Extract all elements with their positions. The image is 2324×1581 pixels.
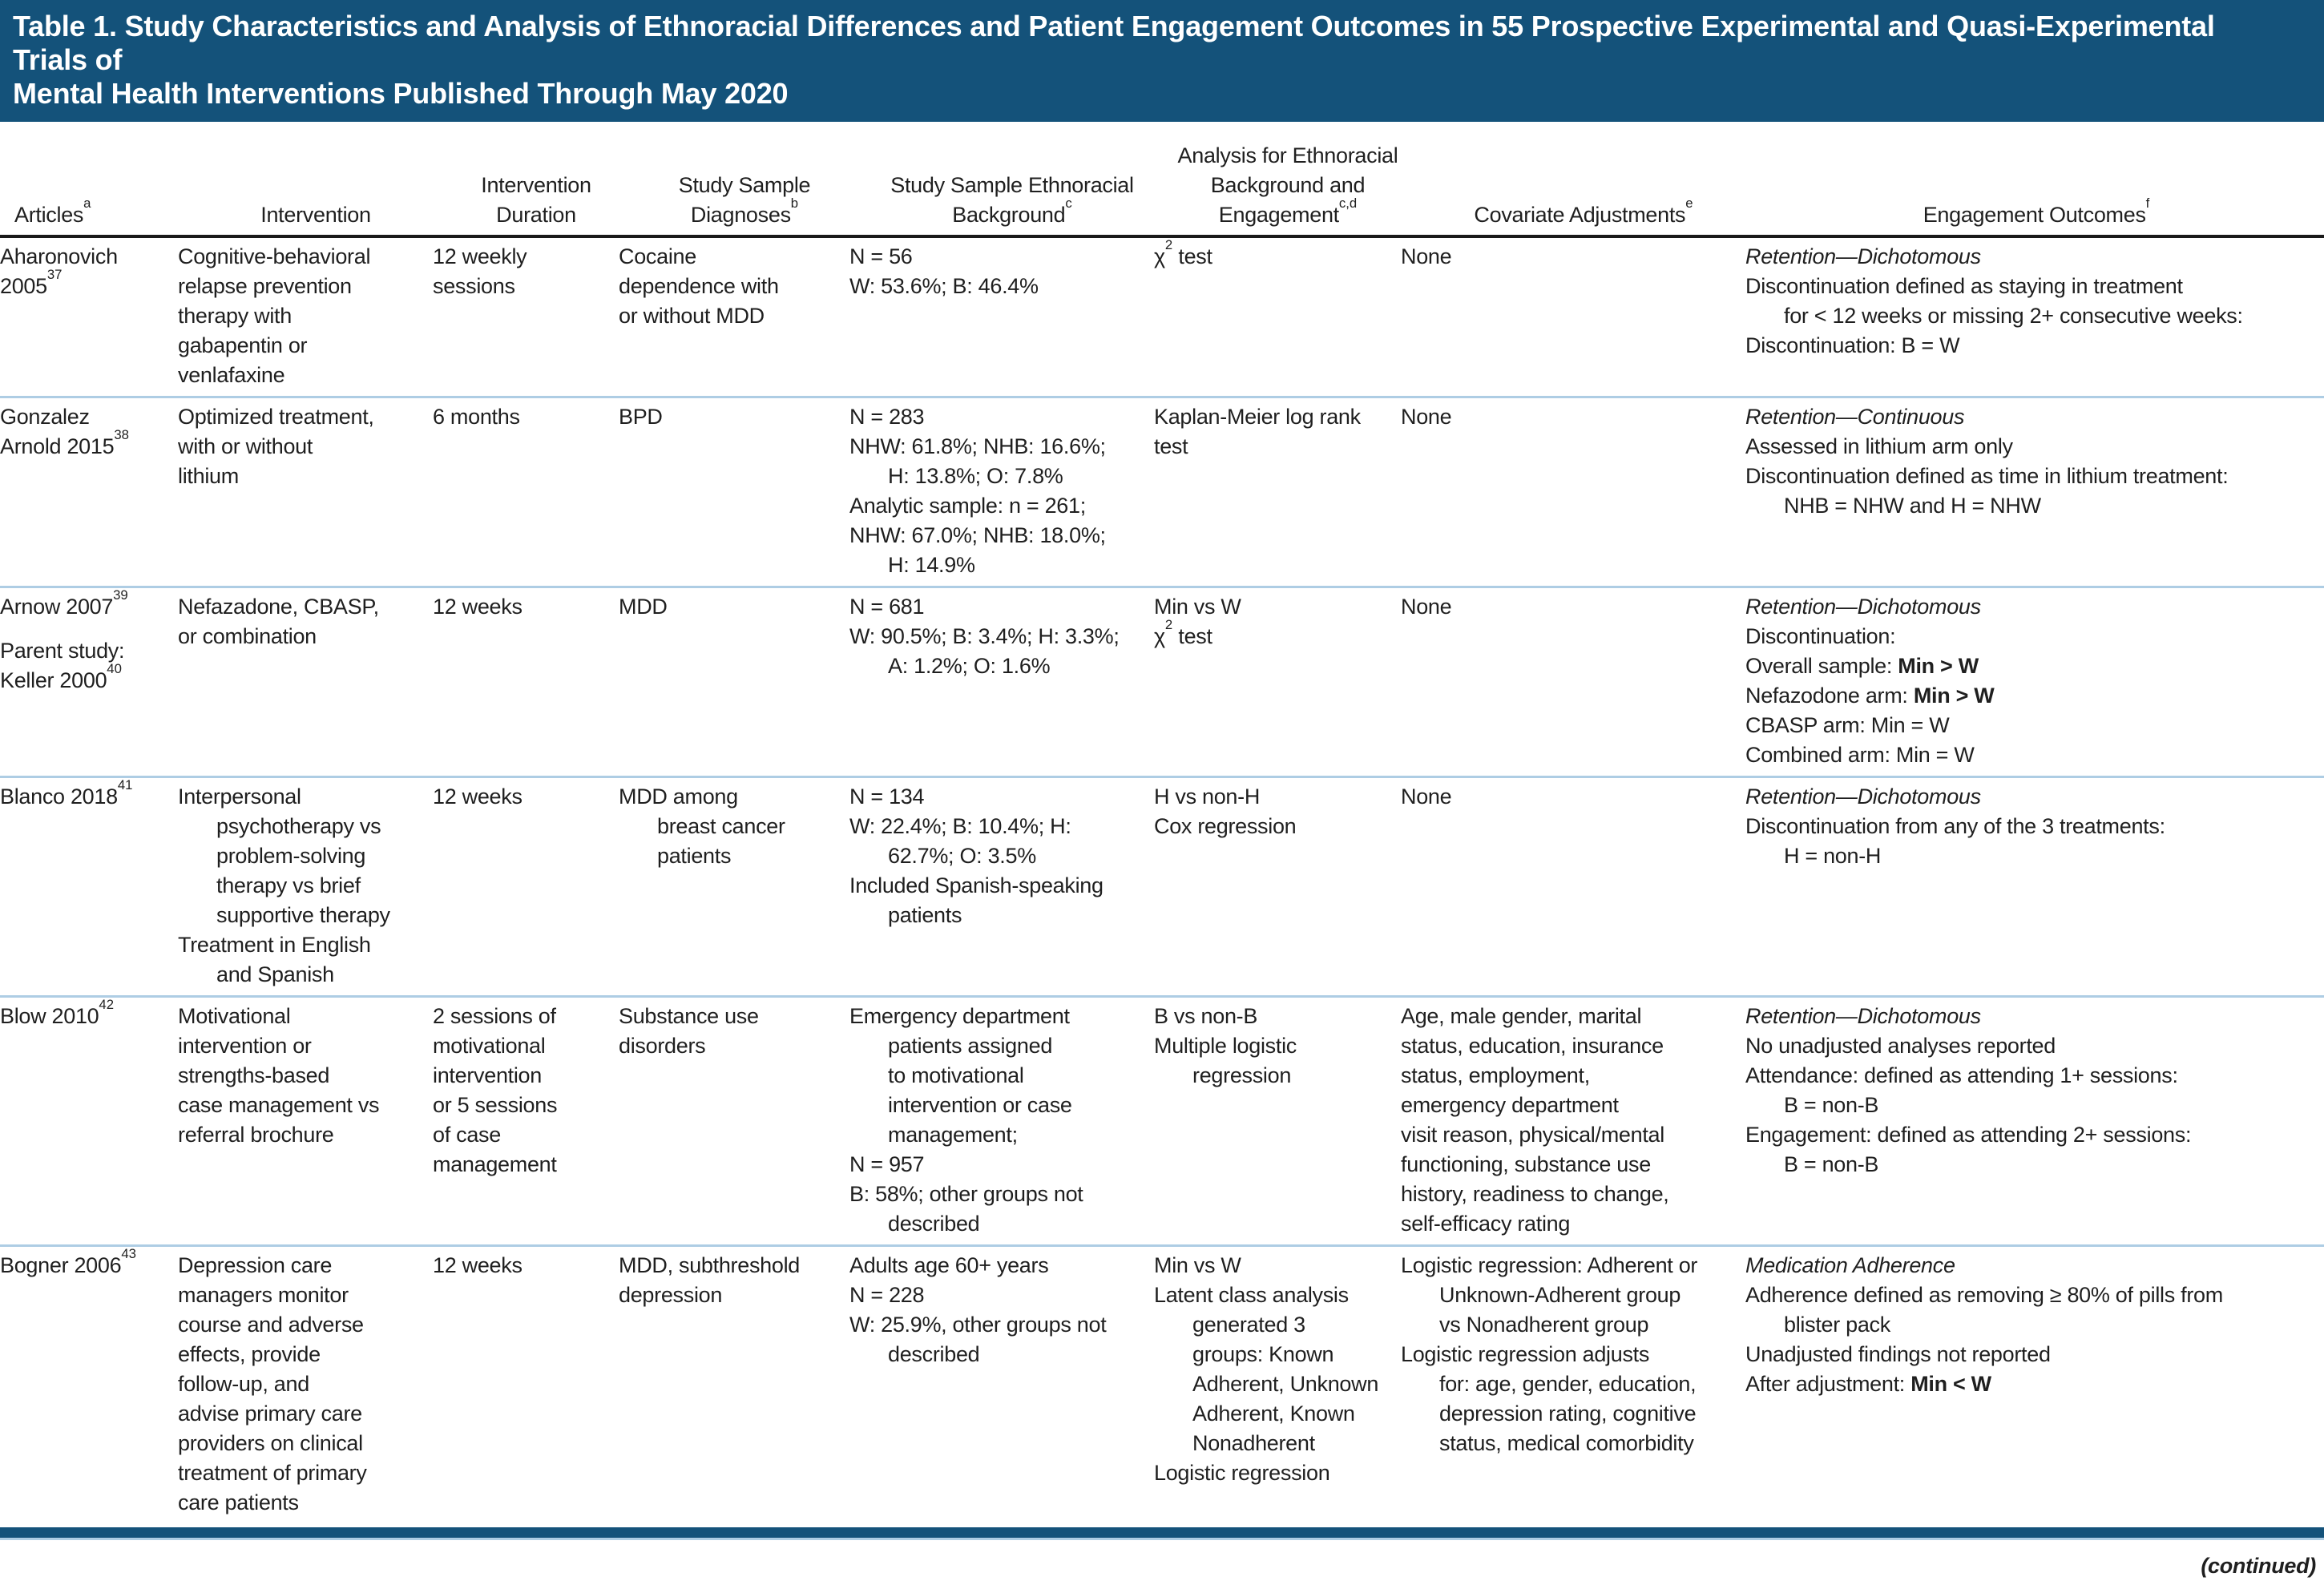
cell-covariate-adjustments [1401, 1002, 1745, 1239]
table-row-gonzalez-arnold-2015 [0, 396, 2324, 586]
cell-line: visit reason, physical/mental [1401, 1123, 1664, 1147]
cell-study-sample-diagnoses [619, 242, 849, 390]
cell-line: N = 134 [849, 784, 925, 809]
cell-line: Discontinuation defined as staying in treatment [1745, 274, 2183, 298]
column-header-analysis-ethnoracial-background-engagement [1168, 141, 1415, 235]
cell-covariate-adjustments [1401, 1251, 1745, 1518]
cell-line: 12 weeks [433, 595, 522, 619]
cell-line: history, readiness to change, [1401, 1182, 1669, 1206]
cell-line: venlafaxine [178, 363, 285, 387]
cell-line: Parent study: [0, 639, 125, 663]
cell-covariate-adjustments [1401, 592, 1745, 770]
cell-line: Arnold 2015$^{38}$ [0, 426, 129, 458]
cell-engagement-outcomes [1745, 1002, 2306, 1239]
cell-line: depression rating, cognitive [1439, 1402, 1697, 1426]
cell-line: Interpersonal [178, 784, 301, 809]
cell-line: relapse prevention [178, 274, 352, 298]
cell-line: Keller 2000$^{40}$ [0, 660, 122, 692]
cell-line: dependence with [619, 274, 779, 298]
cell-line: W: 25.9%, other groups not [849, 1313, 1107, 1337]
cell-engagement-outcomes [1745, 402, 2306, 580]
cell-line: Emergency department [849, 1004, 1070, 1028]
column-header-line: Background$^c$ [952, 195, 1072, 227]
cell-line: test [1154, 434, 1188, 458]
cell-line: Gonzalez [0, 405, 90, 429]
cell-line: Aharonovich [0, 244, 118, 268]
table-row-blanco-2018 [0, 776, 2324, 995]
cell-line: strengths-based [178, 1063, 330, 1087]
cell-analysis-ethnoracial-background-engagement [1154, 236, 1401, 390]
cell-line: case management vs [178, 1093, 380, 1117]
cell-intervention-duration [433, 402, 619, 580]
cell-line: therapy with [178, 304, 292, 328]
cell-line: 12 weekly [433, 244, 527, 268]
cell-line: Unknown-Adherent group [1439, 1283, 1681, 1307]
cell-line: Discontinuation: B = W [1745, 333, 1960, 357]
cell-line: 12 weeks [433, 1253, 522, 1277]
cell-line: Retention—Dichotomous [1745, 244, 1981, 268]
cell-line: Depression care [178, 1253, 333, 1277]
cell-line: patients [888, 903, 962, 927]
cell-study-sample-diagnoses [619, 782, 849, 990]
cell-line: N = 56 [849, 244, 913, 268]
table-row-arnow-2007 [0, 586, 2324, 776]
cell-line: status, education, insurance [1401, 1034, 1664, 1058]
cell-line: lithium [178, 464, 239, 488]
cell-study-sample-ethnoracial-background [849, 592, 1154, 770]
cell-covariate-adjustments [1401, 402, 1745, 580]
cell-line: treatment of primary [178, 1461, 367, 1485]
cell-line: H: 13.8%; O: 7.8% [888, 464, 1063, 488]
cell-line: B = non-B [1784, 1093, 1879, 1117]
column-header-covariate-adjustments [1415, 195, 1760, 235]
cell-study-sample-ethnoracial-background [849, 402, 1154, 580]
cell-line: sessions [433, 274, 515, 298]
cell-line: intervention or case [888, 1093, 1072, 1117]
cell-line: depression [619, 1283, 723, 1307]
cell-study-sample-ethnoracial-background [849, 1251, 1154, 1518]
cell-line: After adjustment: Min < W [1745, 1372, 1991, 1396]
cell-intervention [178, 242, 433, 390]
cell-line: B: 58%; other groups not [849, 1182, 1083, 1206]
cell-line: patients assigned [888, 1034, 1053, 1058]
cell-intervention-duration [433, 592, 619, 770]
cell-line: Nefazadone, CBASP, [178, 595, 379, 619]
table-row-bogner-2006 [0, 1244, 2324, 1523]
cell-line: to motivational [888, 1063, 1024, 1087]
cell-analysis-ethnoracial-background-engagement [1154, 592, 1401, 770]
cell-line: Blow 2010$^{42}$ [0, 996, 115, 1028]
cell-line: advise primary care [178, 1402, 362, 1426]
cell-articles [0, 776, 178, 990]
cell-line: Logistic regression [1154, 1461, 1330, 1485]
cell-line: 2005$^{37}$ [0, 266, 63, 298]
cell-analysis-ethnoracial-background-engagement [1154, 402, 1401, 580]
cell-line: or combination [178, 624, 317, 648]
cell-engagement-outcomes [1745, 242, 2306, 390]
cell-line: No unadjusted analyses reported [1745, 1034, 2056, 1058]
column-header-line: Study Sample [678, 173, 811, 197]
column-header-study-sample-ethnoracial-background [864, 171, 1168, 235]
cell-line: Adherence defined as removing ≥ 80% of pills from [1745, 1283, 2223, 1307]
column-header-line: Background and [1210, 173, 1366, 197]
cell-line: Discontinuation from any of the 3 treatments: [1745, 814, 2165, 838]
cell-line: NHW: 61.8%; NHB: 16.6%; [849, 434, 1106, 458]
cell-intervention [178, 782, 433, 990]
cell-line: W: 90.5%; B: 3.4%; H: 3.3%; [849, 624, 1120, 648]
cell-analysis-ethnoracial-background-engagement [1154, 1002, 1401, 1239]
cell-study-sample-ethnoracial-background [849, 242, 1154, 390]
cell-line: Arnow 2007$^{39}$ [0, 587, 128, 619]
cell-line: Adults age 60+ years [849, 1253, 1049, 1277]
cell-line: Cox regression [1154, 814, 1297, 838]
cell-line: Logistic regression: Adherent or [1401, 1253, 1698, 1277]
cell-line: Discontinuation: [1745, 624, 1896, 648]
cell-line: 62.7%; O: 3.5% [888, 844, 1036, 868]
cell-line: Cognitive-behavioral [178, 244, 371, 268]
column-header-intervention-duration [447, 171, 633, 235]
cell-line: None [1401, 784, 1452, 809]
cell-line: Motivational [178, 1004, 291, 1028]
cell-line: None [1401, 244, 1452, 268]
cell-line: Adherent, Unknown [1192, 1372, 1379, 1396]
cell-line: Engagement: defined as attending 2+ sessions: [1745, 1123, 2192, 1147]
column-header-line: Intervention [481, 173, 591, 197]
cell-line: Retention—Dichotomous [1745, 595, 1981, 619]
cell-line: MDD, subthreshold [619, 1253, 800, 1277]
column-header-line: Intervention [260, 203, 371, 227]
cell-line: Multiple logistic [1154, 1034, 1297, 1058]
cell-line: providers on clinical [178, 1431, 363, 1455]
table-row-aharonovich-2005 [0, 238, 2324, 396]
table-title-line2: Mental Health Interventions Published Through May 2020 [13, 77, 789, 110]
cell-intervention [178, 592, 433, 770]
cell-line: Cocaine [619, 244, 696, 268]
cell-line: status, medical comorbidity [1439, 1431, 1694, 1455]
cell-line: H = non-H [1784, 844, 1882, 868]
cell-line: patients [657, 844, 732, 868]
cell-line: Included Spanish-speaking [849, 873, 1103, 897]
cell-line: Optimized treatment, [178, 405, 374, 429]
cell-articles [0, 1245, 178, 1518]
cell-line: for < 12 weeks or missing 2+ consecutive weeks: [1784, 304, 2243, 328]
cell-line: BPD [619, 405, 663, 429]
column-header-articles [14, 195, 192, 235]
cell-line: N = 283 [849, 405, 925, 429]
cell-line: Medication Adherence [1745, 1253, 1955, 1277]
cell-line: $\chi^2$ test [1154, 236, 1212, 268]
cell-line: Retention—Dichotomous [1745, 784, 1981, 809]
cell-line: functioning, substance use [1401, 1152, 1651, 1176]
cell-line: Bogner 2006$^{43}$ [0, 1245, 136, 1277]
cell-line: N = 228 [849, 1283, 925, 1307]
cell-line: None [1401, 595, 1452, 619]
cell-study-sample-diagnoses [619, 1251, 849, 1518]
cell-line: Adherent, Known [1192, 1402, 1355, 1426]
cell-line: described [888, 1212, 980, 1236]
table-body [0, 238, 2324, 1523]
cell-line: breast cancer [657, 814, 785, 838]
cell-line: B vs non-B [1154, 1004, 1258, 1028]
cell-line: care patients [178, 1490, 299, 1514]
cell-line: self-efficacy rating [1401, 1212, 1571, 1236]
cell-line: or 5 sessions [433, 1093, 558, 1117]
cell-line: W: 22.4%; B: 10.4%; H: [849, 814, 1071, 838]
cell-intervention [178, 1251, 433, 1518]
cell-covariate-adjustments [1401, 242, 1745, 390]
cell-line: management; [888, 1123, 1018, 1147]
column-header-intervention [192, 200, 447, 235]
cell-line: Nefazodone arm: Min > W [1745, 684, 1995, 708]
cell-line: intervention or [178, 1034, 312, 1058]
cell-engagement-outcomes [1745, 782, 2306, 990]
cell-line: N = 681 [849, 595, 925, 619]
cell-line: Min vs W [1154, 595, 1241, 619]
cell-line: 6 months [433, 405, 520, 429]
cell-line: therapy vs brief [216, 873, 361, 897]
cell-intervention-duration [433, 1251, 619, 1518]
cell-line: of case [433, 1123, 501, 1147]
cell-line: A: 1.2%; O: 1.6% [888, 654, 1051, 678]
cell-line: Retention—Continuous [1745, 405, 1965, 429]
cell-study-sample-ethnoracial-background [849, 1002, 1154, 1239]
cell-line: Treatment in English [178, 933, 371, 957]
cell-line: follow-up, and [178, 1372, 309, 1396]
cell-line: and Spanish [216, 962, 334, 986]
cell-line: Blanco 2018$^{41}$ [0, 776, 133, 809]
cell-line: Substance use [619, 1004, 759, 1028]
cell-line: referral brochure [178, 1123, 334, 1147]
cell-line: regression [1192, 1063, 1292, 1087]
cell-line: motivational [433, 1034, 546, 1058]
cell-line: managers monitor [178, 1283, 349, 1307]
cell-line: N = 957 [849, 1152, 925, 1176]
cell-line: intervention [433, 1063, 542, 1087]
cell-line: emergency department [1401, 1093, 1619, 1117]
cell-line: MDD [619, 595, 668, 619]
cell-study-sample-diagnoses [619, 592, 849, 770]
cell-study-sample-diagnoses [619, 1002, 849, 1239]
cell-line: Retention—Dichotomous [1745, 1004, 1981, 1028]
cell-articles [0, 242, 178, 390]
cell-line: None [1401, 405, 1452, 429]
cell-engagement-outcomes [1745, 1251, 2306, 1518]
cell-line: psychotherapy vs [216, 814, 381, 838]
cell-line: Kaplan-Meier log rank [1154, 405, 1361, 429]
cell-line: generated 3 [1192, 1313, 1305, 1337]
cell-line: described [888, 1342, 980, 1366]
cell-analysis-ethnoracial-background-engagement [1154, 782, 1401, 990]
column-header-study-sample-diagnoses [633, 171, 864, 235]
cell-intervention-duration [433, 1002, 619, 1239]
column-header-line: Articles$^a$ [14, 195, 91, 227]
cell-line: MDD among [619, 784, 738, 809]
cell-analysis-ethnoracial-background-engagement [1154, 1251, 1401, 1518]
cell-line: disorders [619, 1034, 706, 1058]
cell-line: with or without [178, 434, 313, 458]
column-header-engagement-outcomes [1760, 195, 2321, 235]
cell-line: management [433, 1152, 557, 1176]
cell-line: Combined arm: Min = W [1745, 743, 1975, 767]
cell-study-sample-ethnoracial-background [849, 782, 1154, 990]
cell-line: W: 53.6%; B: 46.4% [849, 274, 1039, 298]
cell-line: Age, male gender, marital [1401, 1004, 1642, 1028]
table-header-row [0, 122, 2324, 238]
cell-articles [0, 402, 178, 580]
cell-engagement-outcomes [1745, 592, 2306, 770]
cell-line: effects, provide [178, 1342, 321, 1366]
cell-line: Overall sample: Min > W [1745, 654, 1979, 678]
table-title-line1: Table 1. Study Characteristics and Analysis of Ethnoracial Differences and Patient Engagement Outcomes in 55 Prospective Experimental and Quasi-Experimental Trials of [13, 10, 2215, 76]
cell-line: status, employment, [1401, 1063, 1590, 1087]
cell-line: supportive therapy [216, 903, 390, 927]
cell-study-sample-diagnoses [619, 402, 849, 580]
column-header-line: Engagement$^{c,d}$ [1218, 195, 1358, 227]
cell-line: gabapentin or [178, 333, 308, 357]
cell-line: problem-solving [216, 844, 366, 868]
column-header-line: Covariate Adjustments$^e$ [1474, 195, 1693, 227]
cell-covariate-adjustments [1401, 782, 1745, 990]
cell-line: Unadjusted findings not reported [1745, 1342, 2051, 1366]
column-header-line: Study Sample Ethnoracial [890, 173, 1134, 197]
cell-line: for: age, gender, education, [1439, 1372, 1697, 1396]
continued-note: (continued) [2201, 1554, 2316, 1578]
cell-line: groups: Known [1192, 1342, 1334, 1366]
cell-line: or without MDD [619, 304, 765, 328]
column-header-line: Analysis for Ethnoracial [1177, 143, 1398, 167]
cell-line: H: 14.9% [888, 553, 975, 577]
cell-articles [0, 996, 178, 1239]
cell-line: B = non-B [1784, 1152, 1879, 1176]
table-bottom-rule [0, 1527, 2324, 1540]
cell-intervention-duration [433, 782, 619, 990]
cell-line: 12 weeks [433, 784, 522, 809]
cell-line: NHB = NHW and H = NHW [1784, 494, 2041, 518]
table-row-blow-2010 [0, 995, 2324, 1244]
column-header-line: Diagnoses$^b$ [690, 195, 799, 227]
cell-line: Logistic regression adjusts [1401, 1342, 1650, 1366]
cell-line: 2 sessions of [433, 1004, 556, 1028]
cell-articles [0, 587, 178, 770]
cell-line: blister pack [1784, 1313, 1890, 1337]
cell-line: course and adverse [178, 1313, 364, 1337]
table-title-bar [0, 0, 2324, 122]
cell-line: H vs non-H [1154, 784, 1261, 809]
cell-line: $\chi^2$ test [1154, 616, 1212, 648]
cell-line: Assessed in lithium arm only [1745, 434, 2013, 458]
cell-line: vs Nonadherent group [1439, 1313, 1649, 1337]
cell-intervention [178, 1002, 433, 1239]
cell-line: Discontinuation defined as time in lithium treatment: [1745, 464, 2229, 488]
cell-line: Min vs W [1154, 1253, 1241, 1277]
cell-line: Attendance: defined as attending 1+ sessions: [1745, 1063, 2178, 1087]
cell-intervention-duration [433, 242, 619, 390]
cell-intervention [178, 402, 433, 580]
cell-line: Latent class analysis [1154, 1283, 1349, 1307]
cell-line: Nonadherent [1192, 1431, 1315, 1455]
cell-line: CBASP arm: Min = W [1745, 713, 1950, 737]
column-header-line: Engagement Outcomes$^f$ [1923, 195, 2150, 227]
column-header-line: Duration [496, 203, 576, 227]
cell-line: NHW: 67.0%; NHB: 18.0%; [849, 523, 1106, 547]
cell-line: Analytic sample: n = 261; [849, 494, 1086, 518]
